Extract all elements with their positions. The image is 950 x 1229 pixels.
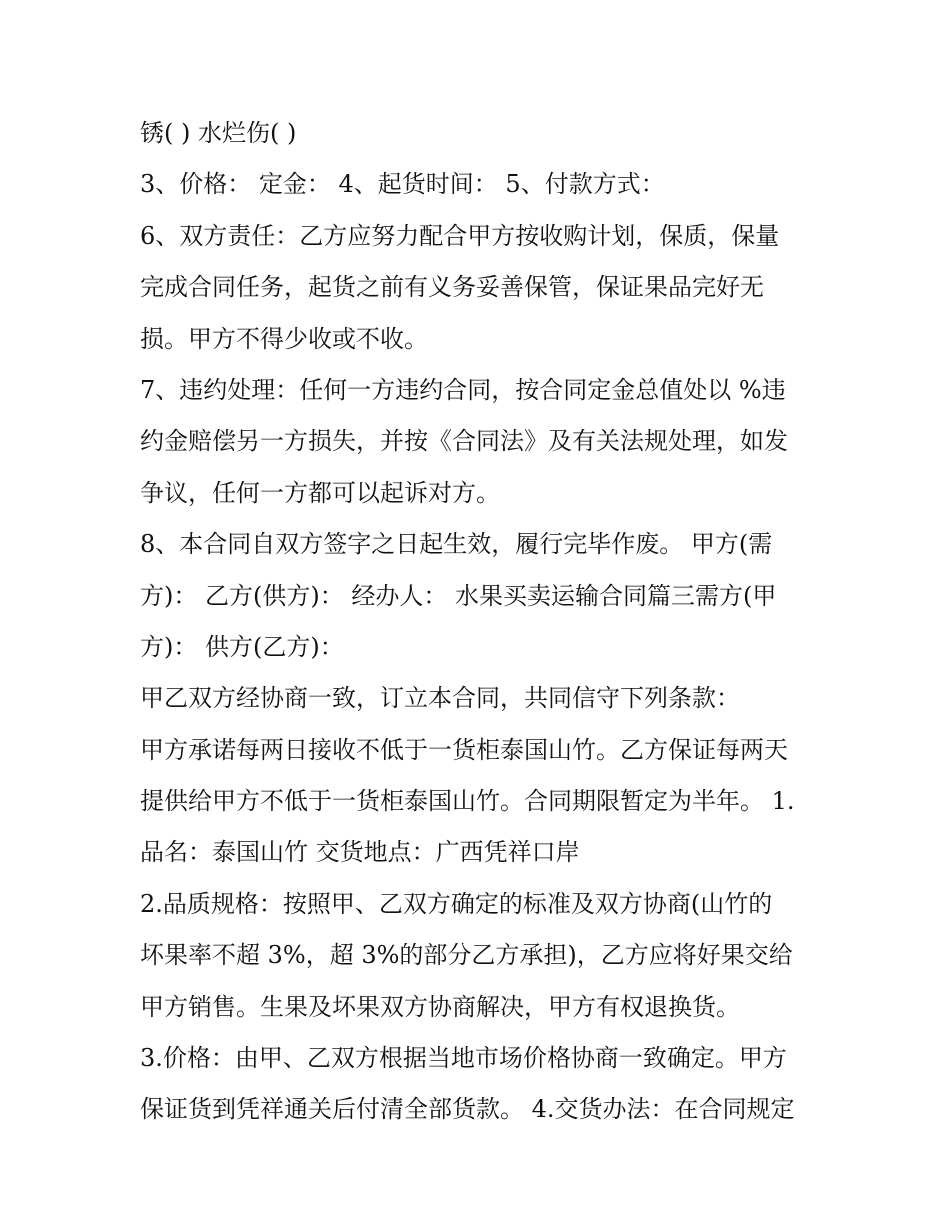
text-line: 约金赔偿另一方损失，并按《合同法》及有关法规处理，如发 [140,427,788,456]
text-line: 甲方承诺每两日接收不低于一货柜泰国山竹。乙方保证每两天 [140,735,788,764]
text-line: 坏果率不超 3%，超 3%的部分乙方承担)，乙方应将好果交给 [140,941,793,970]
text-line: 完成合同任务，起货之前有义务妥善保管，保证果品完好无 [140,273,764,302]
text-line: 损。甲方不得少收或不收。 [140,324,428,353]
text-line: 方)： 供方(乙方)： [140,632,344,661]
text-line: 锈( ) 水烂伤( ) [140,119,297,147]
text-line: 方)： 乙方(供方)： 经办人： 水果买卖运输合同篇三需方(甲 [140,581,777,610]
text-line: 2.品质规格：按照甲、乙双方确定的标准及双方协商(山竹的 [140,889,773,918]
text-line: 提供给甲方不低于一货柜泰国山竹。合同期限暂定为半年。 1. [140,787,795,816]
text-line: 保证货到凭祥通关后付清全部货款。 4.交货办法：在合同规定 [140,1095,795,1124]
text-line: 7、违约处理：任何一方违约合同，按合同定金总值处以 %违 [140,375,786,404]
contract-text-body [140,108,820,1136]
text-line: 3、价格： 定金： 4、起货时间： 5、付款方式： [140,170,665,199]
text-line: 争议，任何一方都可以起诉对方。 [140,478,500,507]
text-line: 甲乙双方经协商一致，订立本合同，共同信守下列条款： [140,684,740,713]
text-line: 8、本合同自双方签字之日起生效，履行完毕作废。 甲方(需 [140,530,773,559]
text-line: 6、双方责任：乙方应努力配合甲方按收购计划，保质，保量 [140,221,780,250]
text-line: 甲方销售。生果及坏果双方协商解决，甲方有权退换货。 [140,992,740,1021]
text-line: 品名：泰国山竹 交货地点：广西凭祥口岸 [140,838,580,867]
text-line: 3.价格：由甲、乙双方根据当地市场价格协商一致确定。甲方 [140,1044,787,1073]
